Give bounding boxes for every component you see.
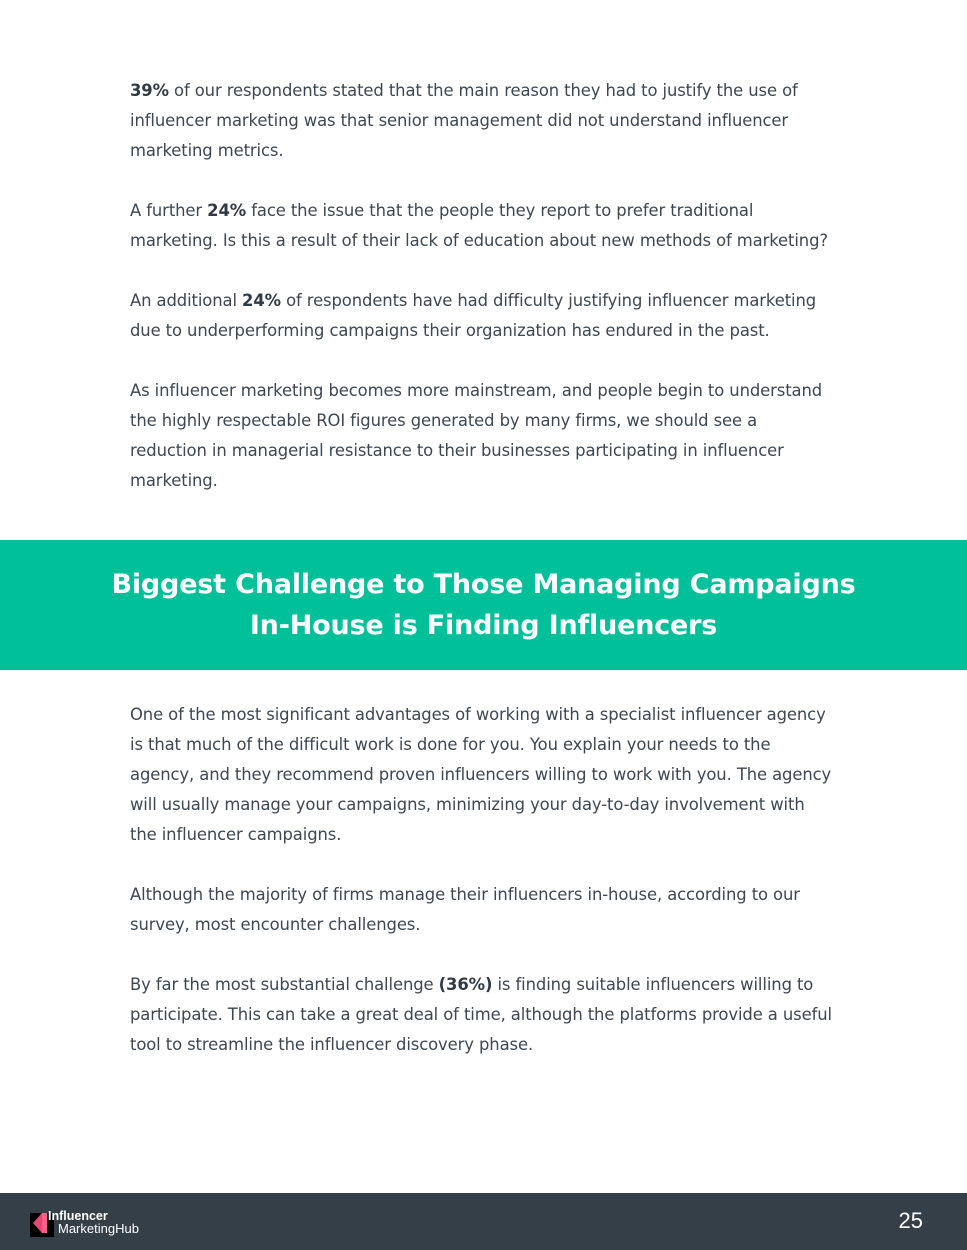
brand-logo[interactable] xyxy=(30,1208,160,1242)
paragraph: Although the majority of firms manage their influencers in-house, according to our survey, most encounter challenges. xyxy=(130,885,800,934)
paragraph-text: An additional xyxy=(130,291,243,310)
logo-text-line2: MarketingHub xyxy=(58,1221,139,1236)
page-footer xyxy=(0,1193,967,1250)
intro-section xyxy=(130,76,836,526)
paragraph xyxy=(130,196,836,256)
paragraph xyxy=(130,76,836,166)
paragraph-text: of respondents have had difficulty justifying influencer marketing due to underperforming campaigns their organization has endured in the past. xyxy=(130,291,817,340)
section-body xyxy=(130,700,836,1090)
paragraph-text: is finding suitable influencers willing to participate. This can take a great deal of time, although the platforms provide a useful tool to streamline the influencer discovery phase. xyxy=(130,975,832,1054)
paragraph: As influencer marketing becomes more mainstream, and people begin to understand the highly respectable ROI figures generated by many firms, we should see a reduction in managerial resistance to their businesses participating in influencer marketing. xyxy=(130,381,823,490)
logo-text-line1: Influencer xyxy=(48,1209,108,1223)
section-heading: Biggest Challenge to Those Managing Campaigns In-House is Finding Influencers xyxy=(111,569,856,641)
page-number: 25 xyxy=(898,1208,923,1233)
paragraph-text: of our respondents stated that the main reason they had to justify the use of influencer marketing was that senior management did not understand influencer marketing metrics. xyxy=(130,81,798,160)
stat-highlight: 24% xyxy=(242,291,281,310)
stat-highlight: 39% xyxy=(130,81,169,100)
section-banner xyxy=(0,540,967,670)
paragraph-text: A further xyxy=(130,201,208,220)
paragraph-text: By far the most substantial challenge xyxy=(130,975,439,994)
paragraph: One of the most significant advantages of working with a specialist influencer agency is that much of the difficult work is done for you. You explain your needs to the agency, and they recommend proven influencers willing to work with you. The agency will usually manage your campaigns, minimizing your day-to-day involvement with the influencer campaigns. xyxy=(130,705,832,844)
paragraph xyxy=(130,286,836,346)
paragraph xyxy=(130,970,836,1060)
stat-highlight: (36%) xyxy=(438,975,493,994)
stat-highlight: 24% xyxy=(207,201,247,220)
paragraph-text: face the issue that the people they report to prefer traditional marketing. Is this a result of their lack of education about new methods of marketing? xyxy=(130,201,828,250)
